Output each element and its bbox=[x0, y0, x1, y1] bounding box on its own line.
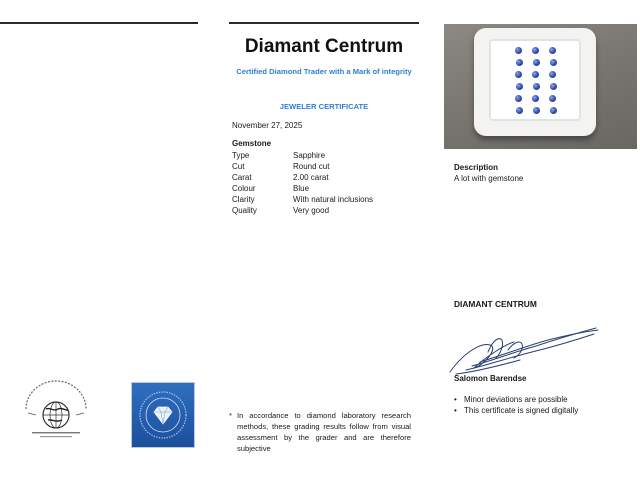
description-text: A lot with gemstone bbox=[454, 174, 524, 183]
signature-scribble bbox=[444, 322, 604, 380]
property-label: Type bbox=[232, 151, 250, 160]
globe-seal-logo bbox=[18, 379, 94, 443]
sapphire-stone bbox=[516, 83, 523, 90]
footnote-text: In accordance to diamond laboratory research methods, these grading results follow from visual assessment by the grader and are therefore subjective bbox=[237, 411, 411, 453]
sapphire-stone bbox=[549, 71, 556, 78]
gemstone-heading: Gemstone bbox=[232, 139, 272, 148]
property-value: Sapphire bbox=[293, 151, 326, 160]
property-label: Quality bbox=[232, 206, 257, 215]
property-row bbox=[232, 183, 373, 194]
company-name: DIAMANT CENTRUM bbox=[454, 299, 537, 309]
sapphire-stone bbox=[532, 47, 539, 54]
bullet-icon: • bbox=[454, 395, 457, 404]
description-heading: Description bbox=[454, 163, 499, 172]
bullet-icon: • bbox=[454, 406, 457, 415]
gem-box-insert bbox=[489, 39, 581, 121]
sapphire-stone bbox=[533, 107, 540, 114]
page-title: Diamant Centrum bbox=[244, 36, 404, 57]
sapphire-stone bbox=[550, 107, 557, 114]
diamond-icon bbox=[132, 383, 194, 447]
top-rule-left bbox=[0, 22, 198, 24]
property-label: Carat bbox=[232, 173, 252, 182]
certificate-title: JEWELER CERTIFICATE bbox=[279, 102, 369, 111]
diamond-exchange-badge bbox=[131, 382, 195, 448]
sapphire-stone bbox=[515, 71, 522, 78]
sapphire-stone bbox=[549, 47, 556, 54]
property-row bbox=[232, 205, 373, 216]
gem-box bbox=[474, 28, 596, 136]
property-label: Clarity bbox=[232, 195, 255, 204]
property-value: Round cut bbox=[293, 162, 330, 171]
sapphire-stone bbox=[532, 95, 539, 102]
sapphire-stone bbox=[515, 95, 522, 102]
note-text: This certificate is signed digitally bbox=[464, 406, 579, 415]
sapphire-stone bbox=[532, 71, 539, 78]
footnote-asterisk-icon: * bbox=[229, 411, 232, 420]
sapphire-stone bbox=[516, 107, 523, 114]
property-value: With natural inclusions bbox=[293, 195, 374, 204]
top-rule-center bbox=[229, 22, 419, 24]
property-row bbox=[232, 194, 373, 205]
property-row bbox=[232, 172, 373, 183]
sapphire-stone bbox=[533, 83, 540, 90]
property-row bbox=[232, 161, 373, 172]
property-value: 2.00 carat bbox=[293, 173, 329, 182]
property-value: Very good bbox=[293, 206, 330, 215]
sapphire-stone bbox=[515, 47, 522, 54]
property-label: Cut bbox=[232, 162, 245, 171]
page-subtitle: Certified Diamond Trader with a Mark of integrity bbox=[236, 67, 412, 76]
sapphire-stone bbox=[516, 59, 523, 66]
signer-name: Salomon Barendse bbox=[454, 374, 527, 383]
sapphire-stone bbox=[550, 83, 557, 90]
gemstone-properties bbox=[232, 150, 373, 216]
gemstone-photo bbox=[444, 24, 637, 149]
list-item bbox=[454, 405, 578, 416]
sapphire-stone bbox=[533, 59, 540, 66]
certificate-date: November 27, 2025 bbox=[232, 121, 303, 130]
property-label: Colour bbox=[232, 184, 256, 193]
note-text: Minor deviations are possible bbox=[464, 395, 568, 404]
notes-list bbox=[454, 394, 578, 416]
property-row bbox=[232, 150, 373, 161]
sapphire-stone bbox=[550, 59, 557, 66]
sapphire-stone bbox=[549, 95, 556, 102]
list-item bbox=[454, 394, 578, 405]
footnote bbox=[229, 410, 411, 454]
property-value: Blue bbox=[293, 184, 310, 193]
